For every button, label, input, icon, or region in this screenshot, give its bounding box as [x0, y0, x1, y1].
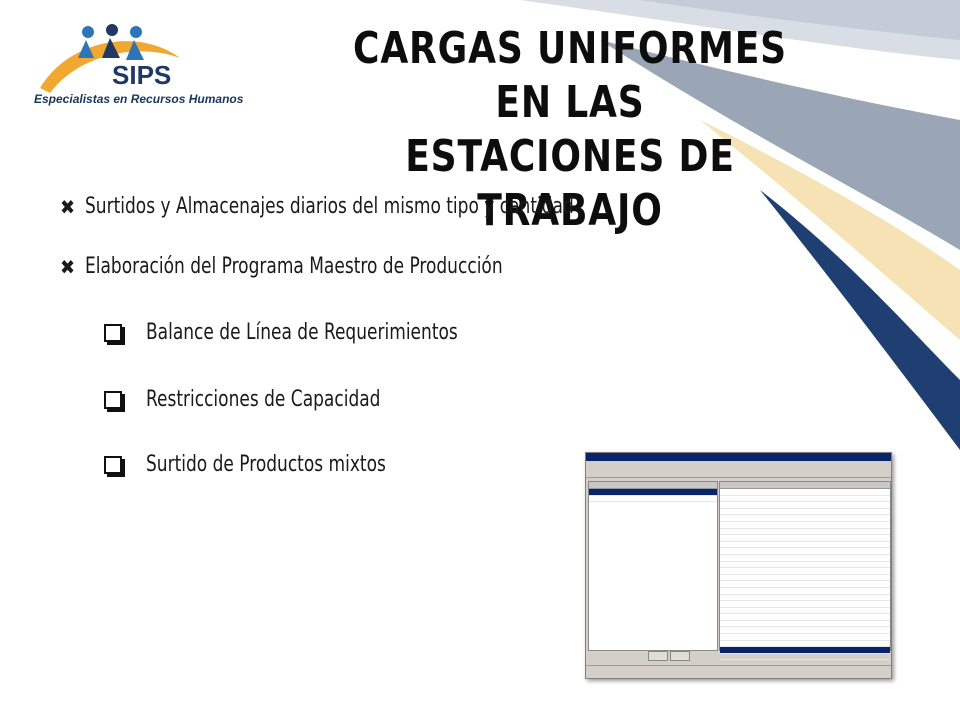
bullet-item-2	[60, 254, 571, 279]
logo-wordmark: SIPS	[112, 60, 172, 90]
thumbnail-bottom-bar	[588, 651, 888, 661]
sub-bullet-item-3	[104, 452, 425, 477]
bullet-text: Elaboración del Programa Maestro de Producción	[85, 254, 503, 279]
sub-bullet-text: Surtido de Productos mixtos	[146, 452, 386, 477]
thumbnail-taskbar	[586, 665, 891, 678]
software-window-thumbnail	[585, 452, 892, 679]
square-bullet-icon	[104, 324, 122, 342]
square-bullet-icon	[104, 391, 122, 409]
thumbnail-left-grid	[588, 481, 718, 651]
logo-tagline: Especialistas en Recursos Humanos	[34, 92, 244, 106]
thumbnail-toolbar	[586, 468, 891, 478]
title-line-1: CARGAS UNIFORMES EN LAS	[353, 23, 787, 128]
thumbnail-titlebar	[586, 453, 891, 461]
thumbnail-menubar	[586, 461, 891, 468]
square-bullet-icon	[104, 456, 122, 474]
title-line-2: ESTACIONES DE TRABAJO	[405, 131, 735, 236]
sub-bullet-item-1	[104, 320, 509, 345]
sub-bullet-text: Balance de Línea de Requerimientos	[146, 320, 458, 345]
cross-bullet-icon: ✖	[60, 254, 76, 279]
cross-bullet-icon: ✖	[60, 194, 76, 219]
thumbnail-right-grid	[719, 481, 891, 651]
bullet-item-1	[60, 194, 653, 219]
sub-bullet-text: Restricciones de Capacidad	[146, 387, 381, 412]
sub-bullet-item-2	[104, 387, 419, 412]
bullet-text: Surtidos y Almacenajes diarios del mismo tipo y cantidad	[85, 194, 574, 219]
